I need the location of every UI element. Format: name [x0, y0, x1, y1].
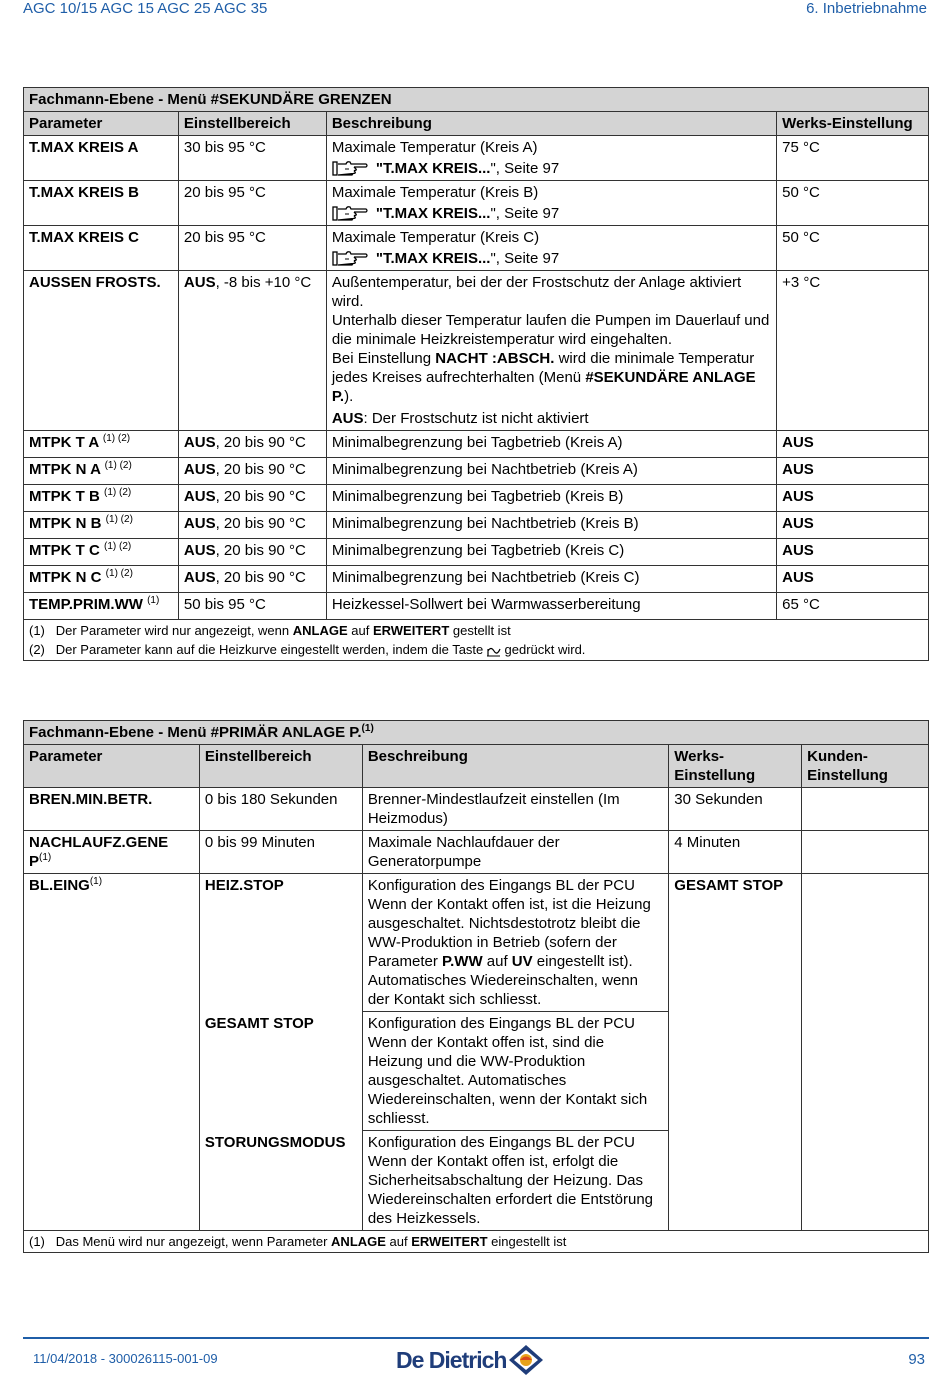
footnote-number: (2) [29, 642, 45, 657]
param-default: AUS [777, 566, 929, 593]
range-off-value: AUS [183, 434, 216, 451]
table-title: Fachmann-Ebene - Menü #SEKUNDÄRE GRENZEN [24, 88, 929, 112]
param-range [178, 485, 326, 512]
table-row [24, 458, 929, 485]
param-range: GESAMT STOP [199, 1012, 362, 1131]
table-row [24, 593, 929, 620]
footnote-ref: (1) [361, 723, 374, 734]
table-row [24, 788, 929, 831]
range-off-value: AUS [183, 569, 216, 586]
brand-logo [396, 1343, 546, 1377]
param-range: STORUNGSMODUS [199, 1131, 362, 1231]
table-row [24, 271, 929, 431]
range-off-value: AUS [183, 488, 216, 505]
param-label: BL.EING [29, 877, 90, 894]
param-range [178, 566, 326, 593]
param-range: 0 bis 99 Minuten [199, 831, 362, 874]
table-row [24, 539, 929, 566]
footnote-ref: (1) (2) [102, 433, 131, 444]
text-fragment: auf [385, 1234, 412, 1249]
text-fragment: Der Parameter wird nur angezeigt, wenn [55, 623, 293, 638]
param-name [24, 512, 179, 539]
param-description: Konfiguration des Eingangs BL der PCU Wenn der Kontakt offen ist, sind die Heizung und die WW-Produktion ausgeschaltet. Automatisches Wiedereinschalten, wenn der Kontakt sich schliesst. [362, 1012, 668, 1131]
brand-diamond-icon [506, 1343, 546, 1377]
param-default: 50 °C [777, 226, 929, 271]
param-name: T.MAX KREIS B [24, 181, 179, 226]
param-default: AUS [777, 512, 929, 539]
param-description: Minimalbegrenzung bei Nachtbetrieb (Kreis C) [326, 566, 776, 593]
footnote-ref: (1) (2) [104, 460, 132, 471]
table-row [24, 136, 929, 181]
param-default: AUS [777, 539, 929, 566]
table-row [24, 566, 929, 593]
range-values: , 20 bis 90 °C [215, 542, 306, 559]
text-fragment: Bei Einstellung [331, 350, 436, 367]
chapter-heading: 6. Inbetriebnahme [806, 0, 927, 17]
column-header-range: Einstellbereich [199, 745, 362, 788]
param-description: Brenner-Mindestlaufzeit einstellen (Im Heizmodus) [362, 788, 668, 831]
logo-wordmark: De Dietrich [396, 1346, 507, 1373]
param-description: Minimalbegrenzung bei Tagbetrieb (Kreis B) [326, 485, 776, 512]
page-reference[interactable] [332, 204, 771, 223]
param-default: +3 °C [777, 271, 929, 431]
param-range [178, 431, 326, 458]
param-range: 30 bis 95 °C [178, 136, 326, 181]
param-name [24, 485, 179, 512]
menu-name: #SEKUNDÄRE ANLAGE P. [331, 369, 756, 405]
setting-name: ERWEITERT [411, 1234, 488, 1249]
footnote-ref: (1) (2) [105, 568, 133, 579]
text-fragment: auf [482, 953, 512, 970]
page-number: 93 [908, 1351, 925, 1368]
param-range [178, 458, 326, 485]
param-label: NACHLAUFZ.GENE P [29, 834, 169, 870]
param-label: MTPK T B [29, 488, 100, 505]
page-reference[interactable] [332, 249, 771, 268]
table-row [24, 512, 929, 539]
footnote [29, 621, 923, 640]
table-sekundaere-grenzen [23, 87, 929, 661]
table-row [24, 181, 929, 226]
setting-name: ERWEITERT [372, 623, 450, 638]
param-default: 50 °C [777, 181, 929, 226]
text-fragment: Das Menü wird nur angezeigt, wenn Parameter [55, 1234, 332, 1249]
param-default: AUS [777, 431, 929, 458]
param-range: 0 bis 180 Sekunden [199, 788, 362, 831]
footnote-ref: (1) [39, 852, 52, 863]
param-name [24, 566, 179, 593]
param-label: MTPK N A [29, 461, 101, 478]
reference-page: ", Seite 97 [490, 205, 560, 222]
text-fragment: eingestellt ist). Automatisches Wiedereinschalten, wenn der Kontakt sich schliesst. [367, 953, 638, 1008]
reference-target: "T.MAX KREIS... [375, 250, 491, 267]
footnote-ref: (1) [147, 595, 160, 606]
column-header-default: Werks-Einstellung [777, 112, 929, 136]
param-name [24, 539, 179, 566]
description-text: Maximale Temperatur (Kreis A) [331, 139, 538, 156]
param-description: Minimalbegrenzung bei Tagbetrieb (Kreis A) [326, 431, 776, 458]
param-default: 75 °C [777, 136, 929, 181]
table-row [24, 431, 929, 458]
column-header-default: Werks-Einstellung [669, 745, 802, 788]
column-header-description: Beschreibung [362, 745, 668, 788]
param-name: AUSSEN FROSTS. [24, 271, 179, 431]
description-text [332, 409, 771, 428]
range-off-value: AUS [183, 542, 216, 559]
column-header-customer: Kunden-Einstellung [802, 745, 929, 788]
param-description [326, 181, 776, 226]
param-range: 20 bis 95 °C [178, 226, 326, 271]
range-values: , 20 bis 90 °C [215, 488, 306, 505]
param-name [24, 431, 179, 458]
text-fragment: ). [344, 388, 354, 405]
document-header-title: AGC 10/15 AGC 15 AGC 25 AGC 35 [23, 0, 268, 17]
param-customer [802, 874, 929, 1231]
param-range [178, 271, 326, 431]
setting-name: P.WW [442, 953, 483, 970]
footnote-number: (1) [29, 1234, 45, 1249]
table-title-text: Fachmann-Ebene - Menü #PRIMÄR ANLAGE P. [29, 724, 362, 741]
text-fragment: auf [347, 623, 373, 638]
param-description: Konfiguration des Eingangs BL der PCU Wenn der Kontakt offen ist, erfolgt die Sicherheitsabschaltung der Heizung. Das Wiedereinschalten erfordert die Entstörung des Heizkessels. [362, 1131, 668, 1231]
table-notes [24, 620, 929, 661]
text-fragment: wird die minimale Temperatur jedes Kreises aufrechterhalten (Menü [331, 350, 755, 386]
text-fragment: gestellt ist [449, 623, 511, 638]
range-values: , 20 bis 90 °C [215, 461, 306, 478]
param-default: AUS [777, 485, 929, 512]
setting-name: ANLAGE [331, 1234, 386, 1249]
text-fragment: : Der Frostschutz ist nicht aktiviert [363, 410, 589, 427]
range-off-value: AUS [183, 515, 216, 532]
description-text: Unterhalb dieser Temperatur laufen die Pumpen im Dauerlauf und die minimale Heizkreistemperatur wird eingehalten. [331, 312, 770, 348]
param-description: Heizkessel-Sollwert bei Warmwasserbereitung [326, 593, 776, 620]
param-range: 20 bis 95 °C [178, 181, 326, 226]
pointing-hand-icon [332, 249, 372, 268]
table-row [24, 485, 929, 512]
param-name [24, 874, 200, 1231]
param-description: Maximale Nachlaufdauer der Generatorpumpe [362, 831, 668, 874]
param-description: Minimalbegrenzung bei Nachtbetrieb (Kreis B) [326, 512, 776, 539]
param-default: 30 Sekunden [669, 788, 802, 831]
param-range: 50 bis 95 °C [178, 593, 326, 620]
param-label: MTPK T A [29, 434, 99, 451]
text-fragment: Konfiguration des Eingangs BL der PCU Wenn der Kontakt offen ist, ist die Heizung ausgeschaltet. Nichtsdestotrotz bleibt die WW-Produktion in Betrieb (sofern der Parameter [367, 877, 651, 970]
param-name: T.MAX KREIS A [24, 136, 179, 181]
param-label: TEMP.PRIM.WW [29, 596, 143, 613]
param-customer [802, 788, 929, 831]
param-name: BREN.MIN.BETR. [24, 788, 200, 831]
reference-target: "T.MAX KREIS... [375, 160, 491, 177]
pointing-hand-icon [332, 159, 372, 178]
document-date-code: 11/04/2018 - 300026115-001-09 [33, 1351, 218, 1366]
param-description: Minimalbegrenzung bei Nachtbetrieb (Kreis A) [326, 458, 776, 485]
column-header-range: Einstellbereich [178, 112, 326, 136]
param-customer [802, 831, 929, 874]
table-primaer-anlage [23, 720, 929, 1253]
param-description [326, 271, 776, 431]
param-name [24, 593, 179, 620]
footnote-ref: (1) (2) [105, 514, 133, 525]
reference-target: "T.MAX KREIS... [375, 205, 491, 222]
footnote-number: (1) [29, 623, 45, 638]
param-default: GESAMT STOP [669, 874, 802, 1231]
footnote [29, 640, 923, 659]
param-name: T.MAX KREIS C [24, 226, 179, 271]
footer-divider [23, 1337, 929, 1339]
footnote [29, 1232, 923, 1251]
table-notes [24, 1231, 929, 1253]
param-description: Minimalbegrenzung bei Tagbetrieb (Kreis C) [326, 539, 776, 566]
setting-name: NACHT :ABSCH. [435, 350, 555, 367]
footnote-ref: (1) (2) [104, 487, 132, 498]
range-off-value: AUS [183, 461, 216, 478]
range-off-value: AUS [183, 274, 216, 291]
param-name [24, 831, 200, 874]
description-text: Maximale Temperatur (Kreis C) [331, 229, 540, 246]
param-name [24, 458, 179, 485]
text-fragment: Der Parameter kann auf die Heizkurve eingestellt werden, indem die Taste [55, 642, 487, 657]
param-description [326, 226, 776, 271]
table-row [24, 831, 929, 874]
param-label: MTPK N B [29, 515, 102, 532]
pointing-hand-icon [332, 204, 372, 223]
setting-name: AUS [331, 410, 364, 427]
table-row [24, 226, 929, 271]
footnotes [24, 620, 929, 661]
param-label: MTPK N C [29, 569, 102, 586]
column-header-parameter: Parameter [24, 112, 179, 136]
param-range [178, 539, 326, 566]
param-default: 4 Minuten [669, 831, 802, 874]
param-default: 65 °C [777, 593, 929, 620]
text-fragment: gedrückt wird. [500, 642, 586, 657]
param-description [326, 136, 776, 181]
range-values: , -8 bis +10 °C [215, 274, 312, 291]
param-label: MTPK T C [29, 542, 100, 559]
text-fragment: eingestellt ist [487, 1234, 567, 1249]
param-range: HEIZ.STOP [199, 874, 362, 1012]
footnotes [24, 1231, 929, 1253]
range-values: , 20 bis 90 °C [215, 515, 306, 532]
column-header-description: Beschreibung [326, 112, 776, 136]
param-default: AUS [777, 458, 929, 485]
description-text: Außentemperatur, bei der der Frostschutz der Anlage aktiviert wird. [331, 274, 742, 310]
param-range [178, 512, 326, 539]
reference-page: ", Seite 97 [490, 250, 560, 267]
column-header-parameter: Parameter [24, 745, 200, 788]
footnote-ref: (1) (2) [104, 541, 132, 552]
reference-page: ", Seite 97 [490, 160, 560, 177]
setting-name: ANLAGE [292, 623, 348, 638]
description-text [332, 349, 771, 406]
table-title [24, 721, 929, 745]
setting-name: UV [511, 953, 533, 970]
table-row [24, 874, 929, 1012]
description-text: Maximale Temperatur (Kreis B) [331, 184, 539, 201]
page-reference[interactable] [332, 159, 771, 178]
range-values: , 20 bis 90 °C [215, 434, 306, 451]
footnote-ref: (1) [89, 876, 103, 887]
range-values: , 20 bis 90 °C [215, 569, 306, 586]
heating-curve-key-icon [487, 645, 501, 657]
param-description [362, 874, 668, 1012]
